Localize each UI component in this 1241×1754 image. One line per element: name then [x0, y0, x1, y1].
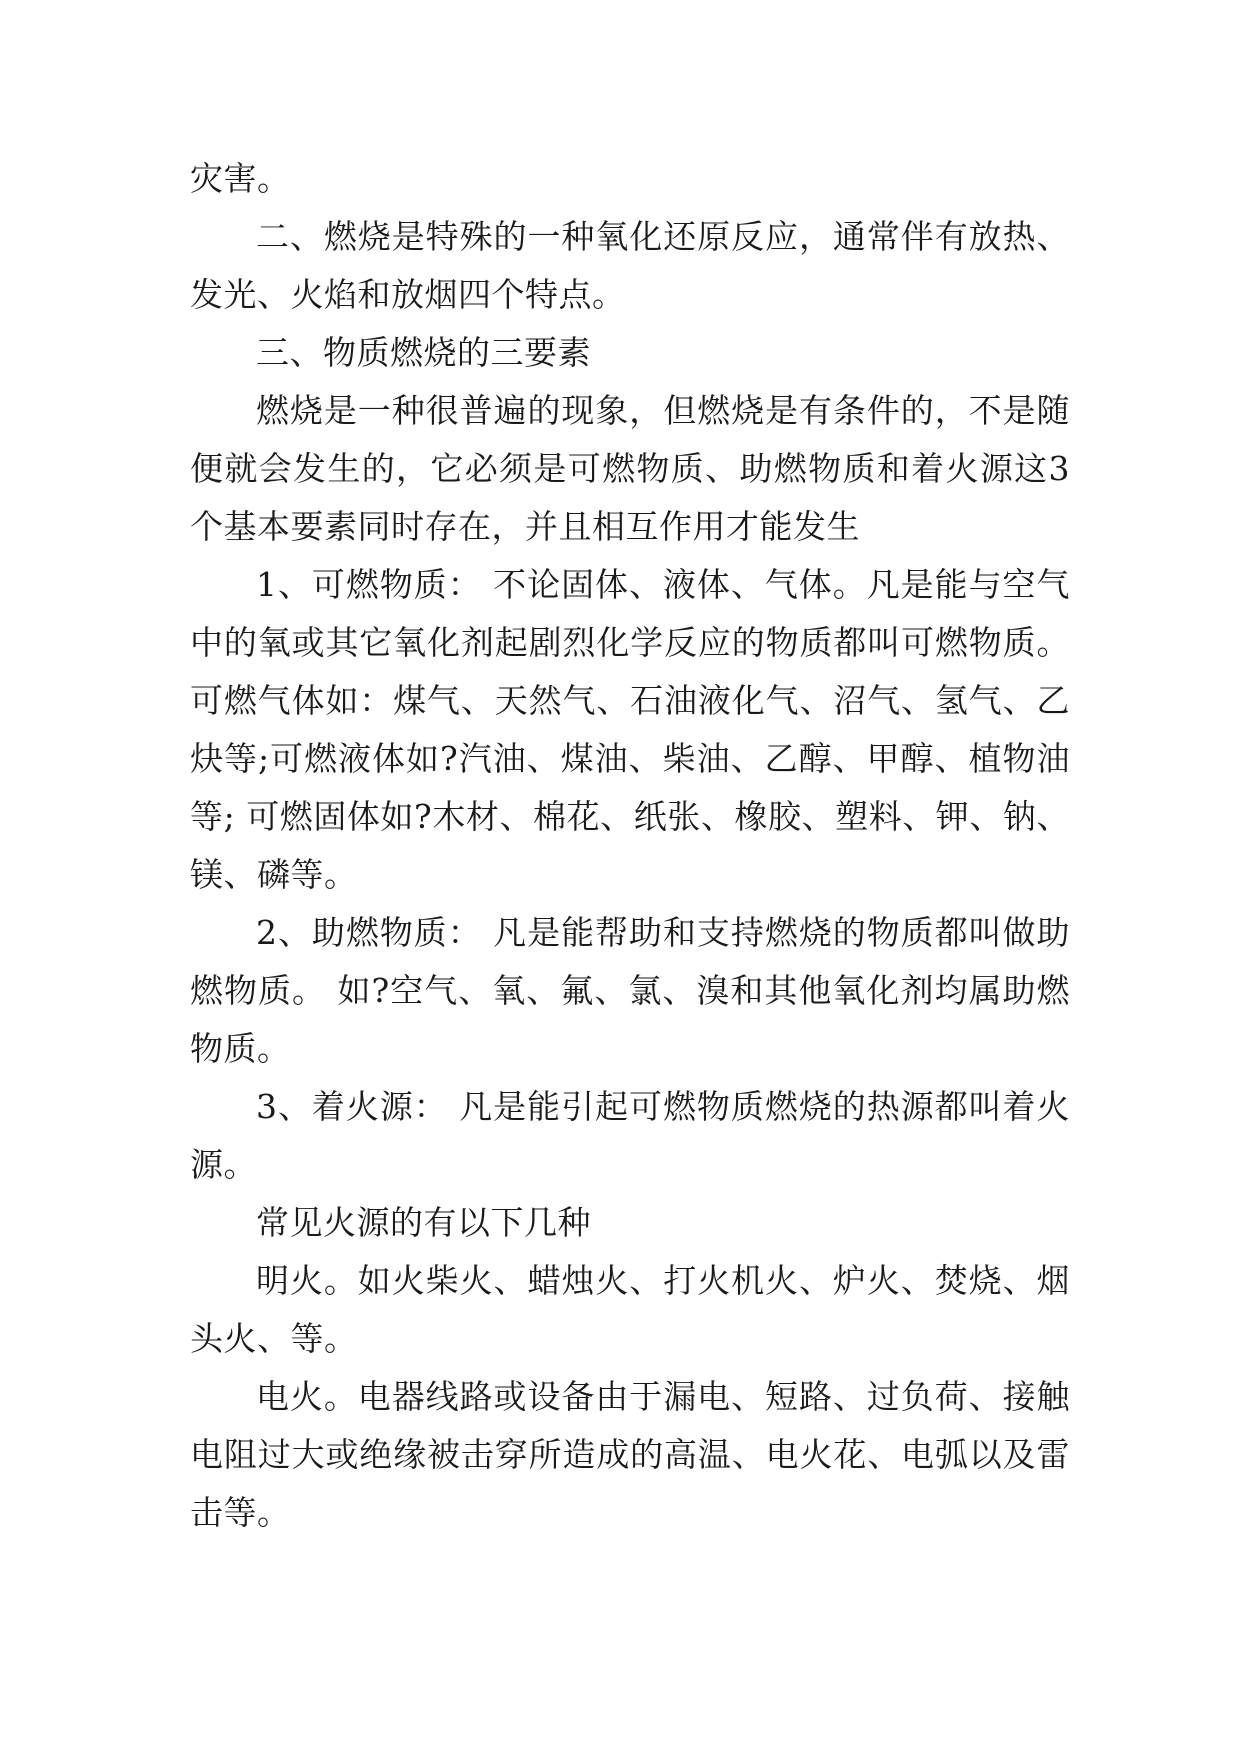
paragraph-5: 1、可燃物质： 不论固体、液体、气体。凡是能与空气中的氧或其它氧化剂起剧烈化学反应的物质都叫可燃物质。可燃气体如：煤气、天然气、石油液化气、沼气、氢气、乙炔等;可燃液体如?汽油、煤油、柴油、乙醇、甲醇、植物油等; 可燃固体如?木材、棉花、纸张、橡胶、塑料、钾、钠、镁、磷等。 [190, 565, 1070, 894]
paragraph-10: 电火。电器线路或设备由于漏电、短路、过负荷、接触电阻过大或绝缘被击穿所造成的高温、电火花、电弧以及雷击等。 [190, 1377, 1070, 1532]
paragraph-3-heading: 三、物质燃烧的三要素 [256, 333, 591, 372]
paragraph-6: 2、助燃物质： 凡是能帮助和支持燃烧的物质都叫做助燃物质。 如?空气、氧、氟、氯、溴和其他氧化剂均属助燃物质。 [190, 913, 1070, 1068]
document-body [190, 150, 1070, 1542]
paragraph-7: 3、着火源： 凡是能引起可燃物质燃烧的热源都叫着火源。 [190, 1087, 1070, 1184]
paragraph-4: 燃烧是一种很普遍的现象，但燃烧是有条件的，不是随便就会发生的，它必须是可燃物质、助燃物质和着火源这3个基本要素同时存在，并且相互作用才能发生 [190, 391, 1070, 546]
paragraph-2: 二、燃烧是特殊的一种氧化还原反应，通常伴有放热、发光、火焰和放烟四个特点。 [190, 217, 1070, 314]
paragraph-8-heading: 常见火源的有以下几种 [256, 1203, 591, 1242]
paragraph-9: 明火。如火柴火、蜡烛火、打火机火、炉火、焚烧、烟头火、等。 [190, 1261, 1070, 1358]
paragraph-1: 灾害。 [190, 159, 291, 198]
